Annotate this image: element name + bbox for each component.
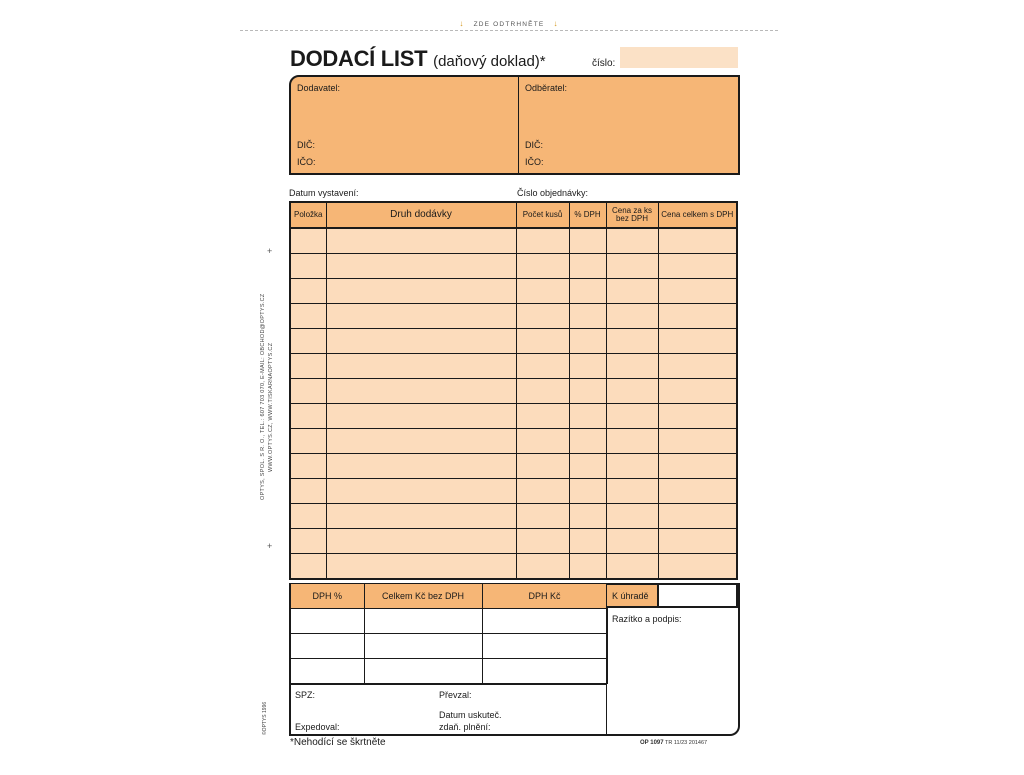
item-cell[interactable]: [290, 254, 326, 279]
vat-rate-cell[interactable]: [569, 329, 606, 354]
delivery-type-cell[interactable]: [326, 279, 516, 304]
copyright-text: ©OPTYS 1996: [262, 701, 268, 735]
total-price-cell[interactable]: [658, 429, 737, 454]
delivery-type-cell[interactable]: [326, 329, 516, 354]
tear-text: ZDE ODTRHNĚTE: [473, 21, 545, 28]
delivery-type-cell[interactable]: [326, 429, 516, 454]
item-cell[interactable]: [290, 404, 326, 429]
arrow-down-icon: ↓: [553, 19, 559, 28]
item-cell[interactable]: [290, 554, 326, 580]
total-price-cell[interactable]: [658, 304, 737, 329]
registration-mark: +: [267, 246, 273, 256]
publisher-info: [259, 293, 279, 500]
spz-label: SPZ:: [295, 690, 316, 700]
item-cell[interactable]: [290, 454, 326, 479]
parties-box: [289, 75, 740, 175]
vat-rate-cell[interactable]: [569, 429, 606, 454]
print-code: [640, 740, 707, 746]
col-header-vat-percent: DPH %: [290, 584, 364, 609]
unit-price-cell[interactable]: [606, 379, 658, 404]
unit-price-cell[interactable]: [606, 304, 658, 329]
print-info: TR 11/23 201467: [665, 740, 708, 746]
unit-price-cell[interactable]: [606, 504, 658, 529]
table-row: [290, 504, 737, 529]
table-row: [290, 554, 737, 580]
taxable-date-label-line1: Datum uskuteč.: [439, 710, 502, 720]
tear-line: [240, 30, 778, 31]
footnote: *Nehodící se škrtněte: [290, 737, 386, 748]
unit-price-cell[interactable]: [606, 404, 658, 429]
total-price-cell[interactable]: [658, 479, 737, 504]
total-price-cell[interactable]: [658, 529, 737, 554]
total-price-cell[interactable]: [658, 254, 737, 279]
delivery-type-cell[interactable]: [326, 304, 516, 329]
total-price-cell[interactable]: [658, 404, 737, 429]
item-cell[interactable]: [290, 479, 326, 504]
tear-label: [240, 19, 778, 28]
unit-price-cell[interactable]: [606, 454, 658, 479]
vat-amount-cell[interactable]: [482, 634, 607, 659]
vat-amount-cell[interactable]: [482, 659, 607, 684]
customer-ico-label: IČO:: [525, 157, 544, 167]
title-main: DODACÍ LIST: [290, 46, 428, 71]
total-price-cell[interactable]: [658, 379, 737, 404]
delivery-type-cell[interactable]: [326, 228, 516, 254]
signature-section: [289, 684, 606, 736]
total-price-cell[interactable]: [658, 279, 737, 304]
table-row: [290, 634, 607, 659]
col-header-quantity: Počet kusů: [516, 202, 569, 228]
quantity-cell[interactable]: [516, 504, 569, 529]
item-cell[interactable]: [290, 279, 326, 304]
to-pay-label: K úhradě: [606, 583, 658, 607]
vat-amount-cell[interactable]: [482, 609, 607, 634]
table-row: [290, 609, 607, 634]
delivery-type-cell[interactable]: [326, 354, 516, 379]
item-cell[interactable]: [290, 354, 326, 379]
total-price-cell[interactable]: [658, 504, 737, 529]
quantity-cell[interactable]: [516, 254, 569, 279]
received-label: Převzal:: [439, 690, 472, 700]
item-cell[interactable]: [290, 429, 326, 454]
vat-percent-cell[interactable]: [290, 634, 364, 659]
vat-rate-cell[interactable]: [569, 404, 606, 429]
delivery-type-cell[interactable]: [326, 479, 516, 504]
vat-rate-cell[interactable]: [569, 379, 606, 404]
vat-rate-cell[interactable]: [569, 479, 606, 504]
quantity-cell[interactable]: [516, 479, 569, 504]
vat-rate-cell[interactable]: [569, 228, 606, 254]
item-cell[interactable]: [290, 228, 326, 254]
total-without-vat-cell[interactable]: [364, 659, 482, 684]
table-row: [290, 254, 737, 279]
stamp-label: Razítko a podpis:: [612, 614, 682, 624]
total-price-cell[interactable]: [658, 228, 737, 254]
number-label: číslo:: [592, 58, 616, 69]
vat-rate-cell[interactable]: [569, 279, 606, 304]
vat-rate-cell[interactable]: [569, 254, 606, 279]
quantity-cell[interactable]: [516, 429, 569, 454]
registration-mark: +: [267, 541, 273, 551]
table-row: [290, 529, 737, 554]
table-row: [290, 659, 607, 684]
vat-rate-cell[interactable]: [569, 354, 606, 379]
delivery-type-cell[interactable]: [326, 554, 516, 580]
arrow-down-icon: ↓: [459, 19, 465, 28]
document-number-field[interactable]: [620, 47, 738, 68]
stamp-signature-area[interactable]: [606, 607, 738, 736]
copyright-note: [262, 701, 272, 775]
quantity-cell[interactable]: [516, 279, 569, 304]
supplier-ico-label: IČO:: [297, 157, 316, 167]
quantity-cell[interactable]: [516, 529, 569, 554]
unit-price-cell[interactable]: [606, 228, 658, 254]
supplier-label: Dodavatel:: [297, 83, 341, 93]
col-header-vat-amount: DPH Kč: [482, 584, 607, 609]
table-row: [290, 379, 737, 404]
table-row: [290, 329, 737, 354]
col-header-item: Položka: [290, 202, 326, 228]
quantity-cell[interactable]: [516, 379, 569, 404]
total-price-cell[interactable]: [658, 554, 737, 580]
order-number-label: Číslo objednávky:: [517, 188, 589, 198]
unit-price-cell[interactable]: [606, 554, 658, 580]
total-price-cell[interactable]: [658, 354, 737, 379]
vat-rate-cell[interactable]: [569, 529, 606, 554]
product-code: OP 1097: [640, 740, 664, 746]
quantity-cell[interactable]: [516, 454, 569, 479]
delivery-type-cell[interactable]: [326, 404, 516, 429]
delivery-type-cell[interactable]: [326, 454, 516, 479]
issue-date-label: Datum vystavení:: [289, 188, 359, 198]
vat-percent-cell[interactable]: [290, 659, 364, 684]
item-cell[interactable]: [290, 329, 326, 354]
col-header-total-price: Cena celkem s DPH: [658, 202, 737, 228]
document-title: [290, 46, 546, 72]
vat-summary-table: [289, 583, 608, 684]
item-cell[interactable]: [290, 304, 326, 329]
item-cell[interactable]: [290, 504, 326, 529]
delivery-type-cell[interactable]: [326, 529, 516, 554]
total-price-cell[interactable]: [658, 329, 737, 354]
delivery-type-cell[interactable]: [326, 379, 516, 404]
vat-rate-cell[interactable]: [569, 304, 606, 329]
unit-price-cell[interactable]: [606, 279, 658, 304]
vat-rate-cell[interactable]: [569, 504, 606, 529]
table-row: [290, 228, 737, 254]
unit-price-cell[interactable]: [606, 479, 658, 504]
item-cell[interactable]: [290, 529, 326, 554]
items-table: [289, 201, 738, 580]
quantity-cell[interactable]: [516, 354, 569, 379]
unit-price-cell[interactable]: [606, 254, 658, 279]
table-row: [290, 479, 737, 504]
quantity-cell[interactable]: [516, 404, 569, 429]
taxable-date-label-line2: zdaň. plnění:: [439, 722, 491, 732]
unit-price-cell[interactable]: [606, 354, 658, 379]
to-pay-field[interactable]: [658, 583, 738, 607]
col-header-total-without-vat: Celkem Kč bez DPH: [364, 584, 482, 609]
table-row: [290, 454, 737, 479]
col-header-unit-price: Cena za ks bez DPH: [606, 202, 658, 228]
parties-divider: [518, 77, 519, 173]
quantity-cell[interactable]: [516, 228, 569, 254]
total-without-vat-cell[interactable]: [364, 609, 482, 634]
delivery-type-cell[interactable]: [326, 254, 516, 279]
vat-rate-cell[interactable]: [569, 454, 606, 479]
table-row: [290, 429, 737, 454]
item-cell[interactable]: [290, 379, 326, 404]
col-header-vat-rate: % DPH: [569, 202, 606, 228]
table-row: [290, 279, 737, 304]
title-subtitle: (daňový doklad)*: [433, 53, 546, 70]
publisher-line-2: WWW.OPTYS.CZ, WWW.TISKARNAOPTYS.CZ: [268, 342, 274, 472]
publisher-line-1: OPTYS, SPOL. S R. O., TEL.: 607 703 070, E-MAIL: OBCHOD@OPTYS.CZ: [260, 293, 266, 500]
table-row: [290, 304, 737, 329]
table-row: [290, 404, 737, 429]
table-row: [290, 354, 737, 379]
quantity-cell[interactable]: [516, 304, 569, 329]
unit-price-cell[interactable]: [606, 429, 658, 454]
unit-price-cell[interactable]: [606, 529, 658, 554]
total-without-vat-cell[interactable]: [364, 634, 482, 659]
vat-percent-cell[interactable]: [290, 609, 364, 634]
quantity-cell[interactable]: [516, 554, 569, 580]
dispatched-label: Expedoval:: [295, 722, 340, 732]
customer-dic-label: DIČ:: [525, 140, 543, 150]
unit-price-cell[interactable]: [606, 329, 658, 354]
total-price-cell[interactable]: [658, 454, 737, 479]
customer-label: Odběratel:: [525, 83, 568, 93]
supplier-dic-label: DIČ:: [297, 140, 315, 150]
delivery-type-cell[interactable]: [326, 504, 516, 529]
vat-rate-cell[interactable]: [569, 554, 606, 580]
quantity-cell[interactable]: [516, 329, 569, 354]
col-header-delivery-type: Druh dodávky: [326, 202, 516, 228]
